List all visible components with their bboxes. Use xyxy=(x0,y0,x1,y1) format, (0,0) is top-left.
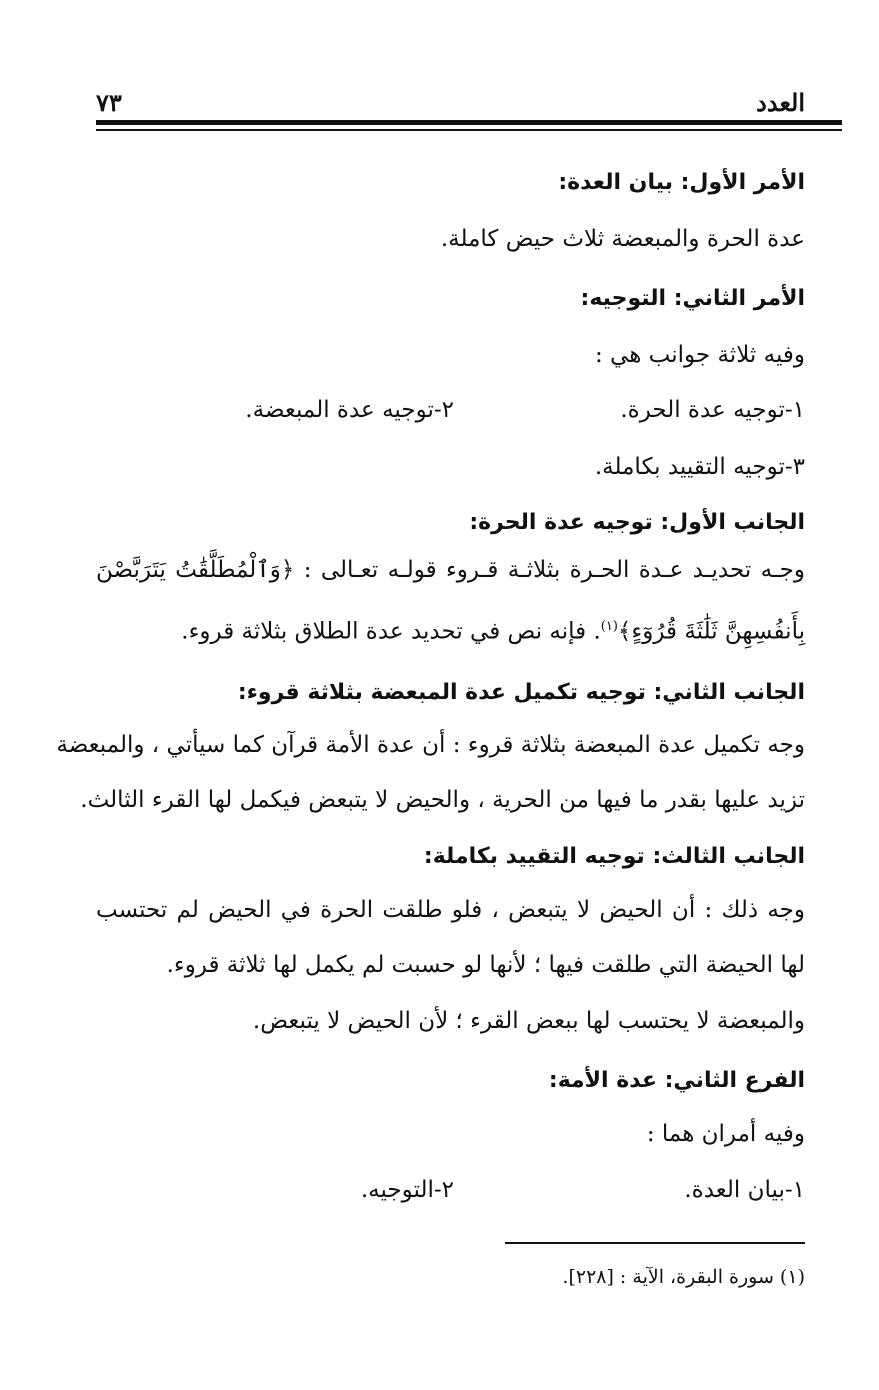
header-rule-thin xyxy=(96,129,842,131)
paragraph-line xyxy=(96,610,805,649)
footnote-ref: (١) xyxy=(600,619,618,634)
heading-first-aspect: الجانب الأول: توجيه عدة الحرة: xyxy=(469,510,805,535)
heading-first-matter: الأمر الأول: بيان العدة: xyxy=(558,170,805,195)
paragraph: وفيه أمران هما : xyxy=(646,1121,805,1147)
footnote: (١) سورة البقرة، الآية : [٢٢٨]. xyxy=(562,1266,805,1288)
running-header xyxy=(96,88,805,118)
footnote-separator xyxy=(505,1242,805,1244)
heading-second-matter: الأمر الثاني: التوجيه: xyxy=(580,286,805,311)
paragraph: وفيه ثلاثة جوانب هي : xyxy=(595,342,805,368)
paragraph-line: وجه ذلك : أن الحيض لا يتبعض ، فلو طلقت الحرة في الحيض لم تحتسب xyxy=(96,897,805,923)
paragraph-line: وجـه تحديـد عـدة الحـرة بثلاثـة قـروء قولـه تعـالى : ﴿وَٱلْمُطَلَّقَٰتُ يَتَرَبَّصْنَ xyxy=(96,557,805,583)
list-item: ٣-توجيه التقييد بكاملة. xyxy=(594,454,805,480)
page-number: ٧٣ xyxy=(96,88,122,117)
heading-second-aspect: الجانب الثاني: توجيه تكميل عدة المبعضة بثلاثة قروء: xyxy=(237,680,805,705)
paragraph: عدة الحرة والمبعضة ثلاث حيض كاملة. xyxy=(440,226,805,252)
list-item: ١-بيان العدة. xyxy=(684,1177,805,1203)
paragraph: والمبعضة لا يحتسب لها ببعض القرء ؛ لأن الحيض لا يتبعض. xyxy=(252,1008,805,1034)
header-title: العدد xyxy=(756,88,805,117)
header-rule-thick xyxy=(96,120,842,125)
quran-verse: بِأَنفُسِهِنَّ ثَلَٰثَةَ قُرُوٓءٍ﴾ xyxy=(617,618,805,645)
paragraph-line: وجه تكميل عدة المبعضة بثلاثة قروء : أن عدة الأمة قرآن كما سيأتي ، والمبعضة xyxy=(56,732,805,758)
paragraph-line: لها الحيضة التي طلقت فيها ؛ لأنها لو حسبت لم يكمل لها ثلاثة قروء. xyxy=(166,952,805,978)
list-item: ٢-التوجيه. xyxy=(360,1177,454,1203)
heading-second-branch: الفرع الثاني: عدة الأمة: xyxy=(548,1068,805,1093)
list-item: ١-توجيه عدة الحرة. xyxy=(620,397,805,423)
paragraph-line: تزيد عليها بقدر ما فيها من الحرية ، والحيض لا يتبعض فيكمل لها القرء الثالث. xyxy=(80,787,805,813)
paragraph-text: . فإنه نص في تحديد عدة الطلاق بثلاثة قروء. xyxy=(181,618,601,645)
list-item: ٢-توجيه عدة المبعضة. xyxy=(245,397,454,423)
heading-third-aspect: الجانب الثالث: توجيه التقييد بكاملة: xyxy=(423,844,805,869)
